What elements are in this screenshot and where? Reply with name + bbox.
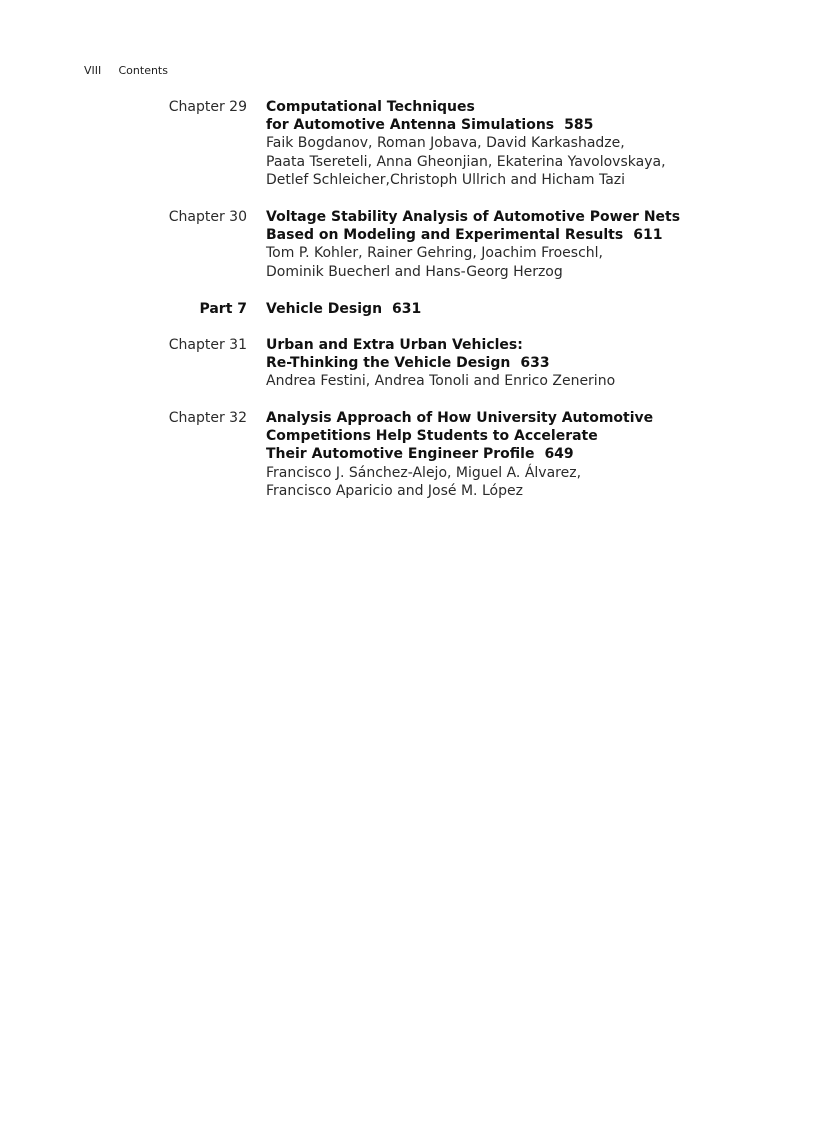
chapter-title	[266, 98, 666, 134]
chapter-label: Chapter 29	[168, 99, 247, 115]
chapter-authors	[266, 372, 666, 390]
chapter-title	[266, 208, 681, 244]
chapter-authors	[266, 134, 666, 189]
page-number: 649	[544, 446, 574, 463]
page-number: 611	[633, 227, 663, 244]
entry-body	[266, 300, 666, 318]
chapter-authors	[266, 244, 666, 280]
author-line: Tom P. Kohler, Rainer Gehring, Joachim Froeschl,	[266, 245, 603, 262]
title-line: Based on Modeling and Experimental Results	[266, 227, 624, 244]
title-line-with-page	[266, 354, 666, 372]
entry-body	[266, 336, 666, 391]
part-label: Part 7	[199, 301, 247, 317]
title-line: Voltage Stability Analysis of Automotive Power Nets	[266, 209, 681, 225]
title-line: Vehicle Design	[266, 301, 383, 317]
chapter-label: Chapter 32	[168, 410, 247, 426]
title-line-with-page	[266, 445, 666, 463]
title-line: for Automotive Antenna Simulations	[266, 117, 555, 134]
page-number: 633	[520, 355, 550, 372]
title-line: Analysis Approach of How University Automotive	[266, 410, 654, 426]
title-line: Computational Techniques	[266, 99, 475, 115]
author-line: Dominik Buecherl and Hans-Georg Herzog	[266, 263, 563, 280]
author-line: Faik Bogdanov, Roman Jobava, David Karkashadze,	[266, 135, 625, 152]
page-number: 585	[564, 117, 594, 134]
author-line: Detlef Schleicher,Christoph Ullrich and Hicham Tazi	[266, 171, 626, 188]
chapter-title	[266, 336, 666, 372]
chapter-title	[266, 409, 666, 464]
chapter-label: Chapter 30	[168, 209, 247, 225]
title-line: Urban and Extra Urban Vehicles:	[266, 337, 523, 353]
entry-body	[266, 409, 666, 500]
entry-body	[266, 208, 681, 281]
chapter-authors	[266, 464, 666, 500]
entry-body	[266, 98, 666, 189]
page-folio: VIII	[84, 64, 102, 77]
page-number: 631	[392, 301, 422, 317]
title-line: Their Automotive Engineer Profile	[266, 446, 535, 463]
author-line: Paata Tsereteli, Anna Gheonjian, Ekaterina Yavolovskaya,	[266, 153, 666, 170]
part-title	[266, 300, 666, 318]
author-line: Andrea Festini, Andrea Tonoli and Enrico Zenerino	[266, 373, 616, 390]
title-line: Re-Thinking the Vehicle Design	[266, 355, 511, 372]
title-line-with-page	[266, 116, 666, 134]
author-line: Francisco Aparicio and José M. López	[266, 482, 523, 499]
author-line: Francisco J. Sánchez-Alejo, Miguel A. Álvarez,	[266, 464, 582, 481]
title-line: Competitions Help Students to Accelerate	[266, 428, 598, 445]
running-head-section: Contents	[118, 64, 168, 77]
running-head	[84, 64, 168, 78]
title-line-with-page	[266, 300, 666, 318]
chapter-label: Chapter 31	[168, 337, 247, 353]
title-line-with-page	[266, 226, 666, 244]
